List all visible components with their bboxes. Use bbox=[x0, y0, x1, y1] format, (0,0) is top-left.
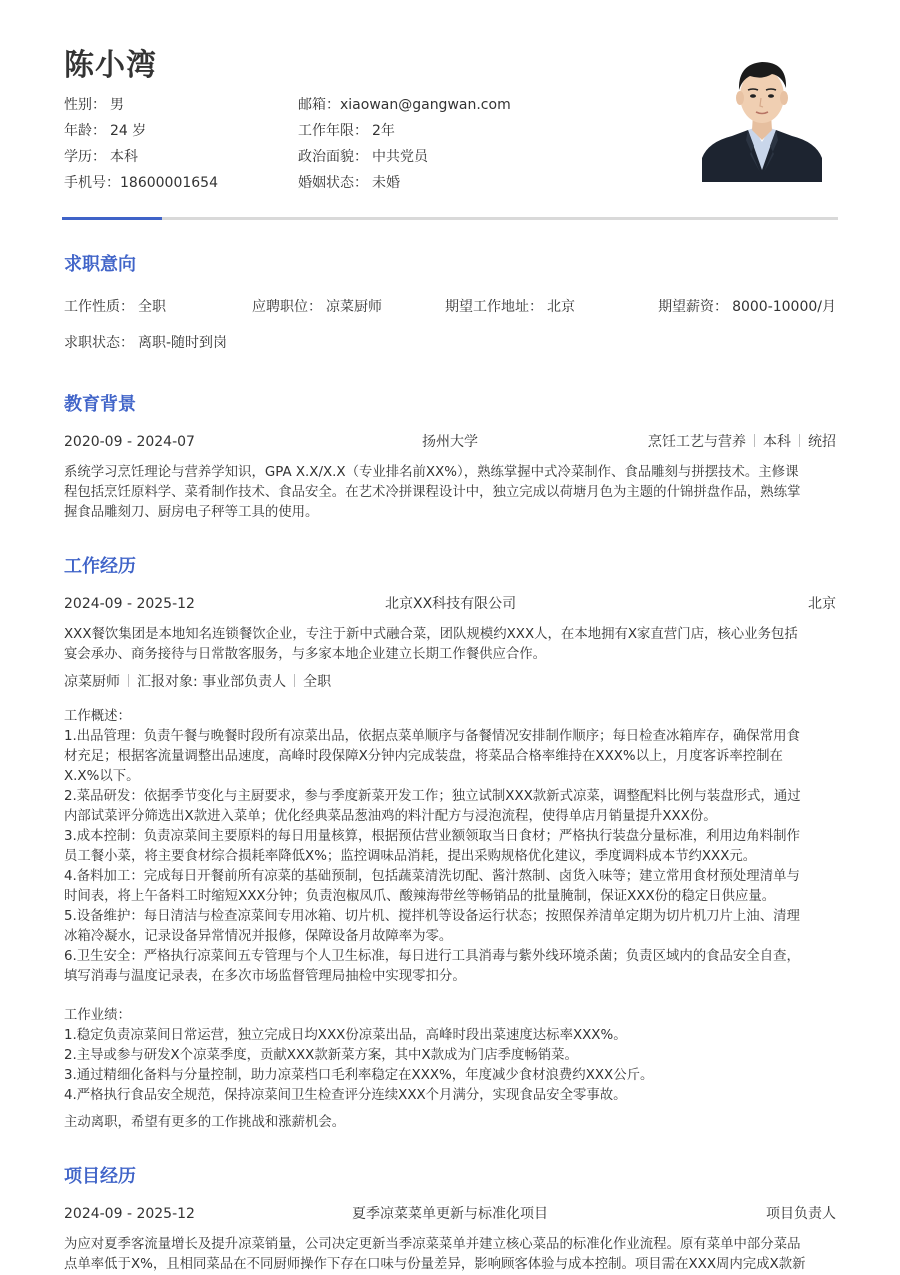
phone-label: 手机号： bbox=[64, 175, 120, 191]
work-city: 北京 bbox=[808, 596, 836, 612]
header-divider-accent bbox=[62, 217, 162, 220]
experience-label: 工作年限： bbox=[298, 123, 368, 139]
paragraph-line: 为应对夏季客流量增长及提升凉菜销量，公司决定更新当季凉菜菜单并建立核心菜品的标准化作业流程。原有菜单中部分菜品 bbox=[64, 1237, 801, 1252]
education-section-title: 教育背景 bbox=[64, 394, 136, 415]
intent-type bbox=[64, 297, 166, 317]
gender-label: 性别： bbox=[64, 97, 106, 113]
paragraph-line: 系统学习烹饪理论与营养学知识，GPA X.X/X.X（专业排名前XX%），熟练掌握中式冷菜制作、食品雕刻与拼摆技术。主修课 bbox=[64, 465, 799, 480]
intent-location-value: 北京 bbox=[547, 299, 575, 315]
meta-separator bbox=[128, 674, 129, 687]
company-description bbox=[64, 625, 838, 665]
work-achievements bbox=[64, 1006, 838, 1106]
education-info bbox=[64, 147, 138, 167]
paragraph-line: 填写消毒与温度记录表，在多次市场监督管理局抽检中实现零扣分。 bbox=[64, 969, 466, 984]
paragraph-line: 5.设备维护：每日清洁与检查凉菜间专用冰箱、切片机、搅拌机等设备运行状态；按照保养清单定期为切片机刀片上油、清理 bbox=[64, 909, 800, 924]
intent-status-label: 求职状态： bbox=[64, 335, 134, 351]
paragraph-line: 4.备料加工：完成每日开餐前所有凉菜的基础预制，包括蔬菜清洗切配、酱汁熬制、卤货入味等；建立常用食材预处理清单与 bbox=[64, 869, 800, 884]
gender-value: 男 bbox=[110, 97, 124, 113]
politics-info bbox=[298, 147, 428, 167]
paragraph-line: 时间表，将上午备料工时缩短XXX分钟；负责泡椒凤爪、酸辣海带丝等畅销品的批量腌制，保证XXX份的稳定日供应量。 bbox=[64, 889, 776, 904]
work-role-meta bbox=[64, 672, 331, 692]
age-info bbox=[64, 121, 146, 141]
intent-status bbox=[64, 333, 227, 353]
paragraph-line: 宴会承办、商务接待与日常散客服务，与多家本地企业建立长期工作餐供应合作。 bbox=[64, 647, 547, 662]
project-name: 夏季凉菜菜单更新与标准化项目 bbox=[352, 1206, 548, 1222]
avatar-icon bbox=[702, 50, 822, 182]
email-label: 邮箱： bbox=[298, 97, 340, 113]
education-period: 2020-09 - 2024-07 bbox=[64, 434, 195, 450]
intent-position-label: 应聘职位： bbox=[252, 299, 322, 315]
age-value: 24 岁 bbox=[110, 123, 147, 139]
intent-salary-label: 期望薪资： bbox=[658, 299, 729, 315]
work-overview bbox=[64, 707, 838, 987]
marital-value: 未婚 bbox=[372, 175, 400, 191]
work-report-to: 汇报对象: 事业部负责人 bbox=[137, 674, 287, 690]
paragraph-line: 冰箱冷凝水，记录设备异常情况并报修，保障设备月故障率为零。 bbox=[64, 929, 453, 944]
paragraph-line: XXX餐饮集团是本地知名连锁餐饮企业，专注于新中式融合菜，团队规模约XXX人，在本地拥有X家直营门店，核心业务包括 bbox=[64, 627, 798, 642]
work-employment: 全职 bbox=[303, 674, 332, 690]
education-school: 扬州大学 bbox=[422, 434, 478, 450]
candidate-name: 陈小湾 bbox=[64, 48, 157, 83]
intent-location bbox=[445, 297, 575, 317]
intent-type-label: 工作性质： bbox=[64, 299, 134, 315]
politics-label: 政治面貌： bbox=[298, 149, 368, 165]
paragraph-line: 程包括烹饪原料学、菜肴制作技术、食品安全。在艺术冷拼课程设计中，独立完成以荷塘月色为主题的什锦拼盘作品，熟练掌 bbox=[64, 485, 801, 500]
project-role: 项目负责人 bbox=[766, 1206, 836, 1222]
leave-reason bbox=[64, 1113, 838, 1133]
education-value: 本科 bbox=[110, 149, 138, 165]
education-meta bbox=[648, 432, 836, 452]
email-value[interactable]: xiaowan@gangwan.com bbox=[340, 97, 511, 113]
experience-info bbox=[298, 121, 395, 141]
project-description bbox=[64, 1235, 838, 1275]
paragraph-line: 握食品雕刻刀、厨房电子秤等工具的使用。 bbox=[64, 505, 319, 520]
intent-position-value: 凉菜厨师 bbox=[326, 299, 382, 315]
work-section-title: 工作经历 bbox=[64, 556, 136, 577]
intent-position bbox=[252, 297, 382, 317]
email-info bbox=[298, 95, 511, 115]
gender-info bbox=[64, 95, 124, 115]
marital-info bbox=[298, 173, 400, 193]
avatar-photo bbox=[702, 50, 822, 182]
paragraph-line: 主动离职，希望有更多的工作挑战和涨薪机会。 bbox=[64, 1115, 346, 1130]
politics-value: 中共党员 bbox=[372, 149, 428, 165]
intent-salary bbox=[658, 297, 836, 317]
intent-location-label: 期望工作地址： bbox=[445, 299, 543, 315]
paragraph-line: 4.严格执行食品安全规范，保持凉菜间卫生检查评分连续XXX个月满分，实现食品安全零事故。 bbox=[64, 1088, 627, 1103]
overview-title: 工作概述： bbox=[64, 709, 131, 724]
meta-separator bbox=[754, 434, 755, 447]
meta-separator bbox=[294, 674, 295, 687]
phone-value[interactable]: 18600001654 bbox=[120, 175, 218, 191]
age-label: 年龄： bbox=[64, 123, 106, 139]
paragraph-line: 员工餐小菜，将主要食材综合损耗率降低X%；监控调味品消耗，提出采购规格优化建议，季度调料成本节约XXX元。 bbox=[64, 849, 757, 864]
education-degree: 本科 bbox=[763, 434, 791, 450]
paragraph-line: 1.出品管理：负责午餐与晚餐时段所有凉菜出品，依据点菜单顺序与备餐情况安排制作顺序；每日检查冰箱库存，确保常用食 bbox=[64, 729, 800, 744]
paragraph-line: 点单率低于X%，且相同菜品在不同厨师操作下存在口味与份量差异，影响顾客体验与成本控制。项目需在XXX周内完成X款新 bbox=[64, 1257, 806, 1272]
intent-status-value: 离职-随时到岗 bbox=[138, 335, 228, 351]
intent-salary-value: 8000-10000/月 bbox=[732, 299, 836, 315]
intent-section-title: 求职意向 bbox=[64, 254, 136, 275]
project-period: 2024-09 - 2025-12 bbox=[64, 1206, 195, 1222]
achievement-title: 工作业绩： bbox=[64, 1008, 131, 1023]
paragraph-line: 2.菜品研发：依据季节变化与主厨要求，参与季度新菜开发工作；独立试制XXX款新式凉菜，调整配料比例与装盘形式，通过 bbox=[64, 789, 801, 804]
work-period: 2024-09 - 2025-12 bbox=[64, 596, 195, 612]
work-role: 凉菜厨师 bbox=[64, 674, 120, 690]
education-label: 学历： bbox=[64, 149, 106, 165]
paragraph-line: 内部试菜评分筛选出X款进入菜单；优化经典菜品葱油鸡的料汁配方与浸泡流程，使得单店月销量提升XXX份。 bbox=[64, 809, 717, 824]
education-description bbox=[64, 463, 838, 523]
paragraph-line: 6.卫生安全：严格执行凉菜间五专管理与个人卫生标准，每日进行工具消毒与紫外线环境杀菌；负责区域内的食品安全自查， bbox=[64, 949, 800, 964]
paragraph-line: 3.通过精细化备料与分量控制，助力凉菜档口毛利率稳定在XXX%，年度减少食材浪费约XXX公斤。 bbox=[64, 1068, 654, 1083]
paragraph-line: 1.稳定负责凉菜间日常运营，独立完成日均XXX份凉菜出品，高峰时段出菜速度达标率XXX%。 bbox=[64, 1028, 627, 1043]
work-company: 北京XX科技有限公司 bbox=[385, 596, 517, 612]
education-major: 烹饪工艺与营养 bbox=[648, 434, 746, 450]
paragraph-line: X.X%以下。 bbox=[64, 769, 140, 784]
paragraph-line: 2.主导或参与研发X个凉菜季度，贡献XXX款新菜方案，其中X款成为门店季度畅销菜。 bbox=[64, 1048, 578, 1063]
education-mode: 统招 bbox=[808, 434, 836, 450]
paragraph-line: 3.成本控制：负责凉菜间主要原料的每日用量核算，根据预估营业额领取当日食材；严格执行装盘分量标准，利用边角料制作 bbox=[64, 829, 800, 844]
paragraph-line: 材充足；根据客流量调整出品速度，高峰时段保障X分钟内完成装盘，将菜品合格率维持在XXX%以上，月度客诉率控制在 bbox=[64, 749, 783, 764]
experience-value: 2年 bbox=[372, 123, 395, 139]
meta-separator bbox=[799, 434, 800, 447]
project-section-title: 项目经历 bbox=[64, 1166, 136, 1187]
header-divider bbox=[62, 217, 838, 220]
marital-label: 婚姻状态： bbox=[298, 175, 368, 191]
intent-type-value: 全职 bbox=[138, 299, 166, 315]
phone-info bbox=[64, 173, 218, 193]
